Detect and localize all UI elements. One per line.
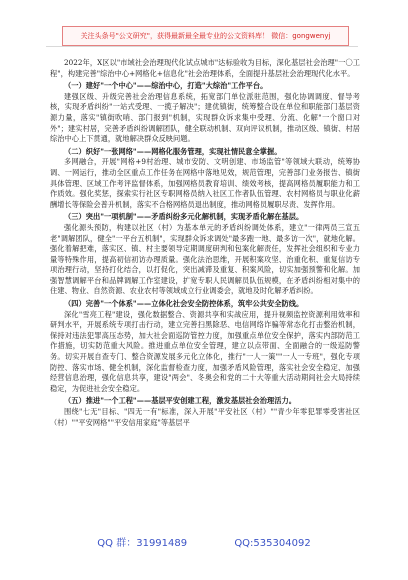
qq-text: QQ:535304092 — [234, 538, 311, 549]
section-heading-2: （二）织好"一张网络"——网格化服务管理，实现社情民意全掌握。 — [64, 146, 282, 156]
section-heading-1: （一）建好"一个中心"——综治中心，打造"大综治"工作平台。 — [64, 81, 268, 91]
section-heading-3: （三）突出"一项机制"——矛盾纠纷多元化解机制，实现矛盾化解在基层。 — [64, 212, 304, 222]
promo-banner: 关注头条号"公文研究"，获得最新最全最专业的公文资料库！ 微信：gongwenyj — [62, 26, 349, 46]
intro-paragraph: 2022年，X区以"市域社会治理现代化试点城市"达标验收为目标，深化基层社会治理"一〇工程"，构建完善"综治中心+网格化+信息化"社会治理体系，全面提升基层社会治理现代化水平。 — [50, 58, 360, 78]
qq-group-text: QQ 群：31991489 — [97, 538, 188, 549]
section-body-3: 强化源头预防，构建以社区（村）为基本单元的矛盾纠纷调处体系，建立"一律两员三宣五老"调解团队，健全"一平台五机制"，实现群众诉求调处"最多跑一地、最多访一次"，就地化解。强化着解把难，落实区、镇、村主要领导定期调度研判和包案化解责任，发挥社会组织和专业力量等特殊作用，提高初信初访办理质量。强化法治思维，开展积案攻坚、治重化积、重复信访专项治理行动，坚持打化结合，以打促化，突出减滞及重复、积案风险，切实加强预警和化解。加强智慧调解平台和品牌调解工作室建设，扩宽专职人民调解员队伍规模，在矛盾纠纷相对集中的住建、物业、自然资源、农业农村等领域成立行业调委会，就地及时化解矛盾纠纷。 — [50, 222, 360, 296]
document-body — [50, 58, 360, 428]
section-body-2: 多网融合，开展"网格+9村治理、城市安防、文明创建、市场监管"等领域大联动，统筹协调、一网运行，推动全区重点工作任务在网格中落地见效，规范管理，完善部门业务报告、镇街具体管理、区域工作考评监督体系，加强网格员教育培训、绩效考核，提高网格员履职能力和工作质效。强化奖惩，探索实行社区专职网格员纳入社区工作者队伍管理、农村网格员与职业化薪酬增长等保险会普升机制，落实不合格网格员退出制度，推动网格员履职尽责、发挥作用。 — [50, 157, 360, 209]
section-body-1: 建强区级、升级完善社会治理信息系统，拓宽部门单位派驻范围，强化协调调度、督导考核，实现矛盾纠纷"一站式受理、一揽子解决"；建优镇街，统筹整合设在单位和职能部门基层资源力量，落实"镇街吹哨、部门报到"机制，实现群众诉求集中受理、分流、化解"一个窗口对外"；建实村居，完善矛盾纠纷调解团队，健全联动机制、双向评议机制，推动区级、镇街、村居综治中心上下贯通，就地解决群众反映问题。 — [50, 91, 360, 144]
section-body-5: 围绕"七无"目标、"四无一有"标准，深入开展"平安社区（村）""青少年零犯罪零受害社区（村）""平安网格""平安信用家庭"等基层平 — [50, 407, 360, 427]
contact-footer — [0, 534, 408, 549]
header-divider — [46, 46, 358, 47]
section-body-4: 深化"雪亮工程"建设，强化数据整合、资源共享和实战应用，提升视频监控资源利用效率和研判水平，开展系统专项打击行动，建立完善扫黑除恶、电信网络诈骗等常态化打击整治机制，保持对违法犯罪高压态势，加大社会面巡防管控力度，加强重点单位安全保护，落实内部防范工作措施，切实防范重大风险。推进重点单位安全管理，建立以点带面、全面融合的一级巡防警务。切实开展自查专门、整合资源发展多元化立体化，推行"一人一策""一人一专班"，强化专项防控、落实市场、健全机制，深化监督检查力度，加强矛盾风险管理，落实社会安全稳定、加强经营信息治理，强化信息共享，建设"两会"、冬奥会和党的二十大等重大活动期间社会大局持续稳定，为促进社会安全稳定。 — [50, 309, 360, 393]
section-heading-4: （四）完善"一个体系"——立体化社会安全防控体系，筑牢公共安全防线。 — [64, 299, 304, 309]
section-heading-5: （五）推进"一个工程"——基层平安创建工程，激发基层社会治理活力。 — [64, 396, 296, 406]
